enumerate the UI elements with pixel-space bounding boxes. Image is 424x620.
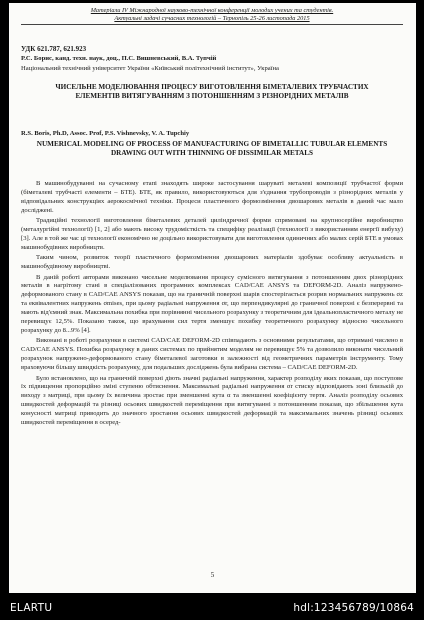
paragraph-2: Традиційні технології виготовлення біметалевих деталей циліндричної форми спрямовані на крупносерійне виробництво (металургійні технології) [1, 2] або мають високу трудомісткість та специфіку реалізації (технології з використанням енергії вибуху) [3]. Але в той же час ці технології економічно не доцільно використовувати для виготовлення одиничних або малих серій БТЕ в умовах машинобудівних виробництв. bbox=[21, 217, 403, 251]
article-body bbox=[21, 180, 403, 429]
repository-label: ELARTU bbox=[10, 602, 53, 614]
conference-header bbox=[21, 7, 403, 25]
handle-identifier: hdl:123456789/10864 bbox=[293, 602, 414, 614]
title-ukrainian: ЧИСЕЛЬНЕ МОДЕЛЮВАННЯ ПРОЦЕСУ ВИГОТОВЛЕННЯ БІМЕТАЛЕВИХ ТРУБЧАСТИХ ЕЛЕМЕНТІВ ВИТЯГУВАННЯМ З ПОТОНШЕННЯМ З РІЗНОРІДНИХ МЕТАЛІВ bbox=[55, 83, 369, 101]
paragraph-4: В даній роботі авторами виконано чисельне моделювання процесу сумісного витягування з потоншенням двох різнорідних металів в нагрітому стані в спеціалізованих програмних комплексах CAD/CAE ANSYS та DEFORM-2D. Аналіз напружено-деформованого стану в CAD/CAE ANSYS показав, що на граничній поверхні шарів спостерігається розрив нормальних напружень σz та еквівалентних напружень σmises, при цьому радіальні напруження σr, що перпендикулярні до граничної поверхні є безперервні та мають від'ємний знак. Максимальна похибка при порівнянні чисельного розрахунку з теоретичним для ідеальнопластичного металу не перевищує 12,5%. Показано також, що врахування сил тертя зменшує похибку теоретичного розрахунку відносно чисельного розрахунку до 8...9% [4]. bbox=[21, 273, 403, 334]
paragraph-1: В машинобудуванні на сучасному етапі знаходять широке застосування шаруваті металеві композиції трубчастої форми (біметалеві трубчасті елементи – БТЕ). БТЕ, як правило, використовуються для з'єднання трубопроводів з різнорідних металів у відповідальних конструкціях аерокосмічної техніки. Процеси пластичного формозмінення двошарових металів в даний час мало досліджені. bbox=[21, 180, 403, 214]
paragraph-5: Виконані в роботі розрахунки в системі CAD/CAE DEFORM-2D співпадають з основними результатами, що отримані числено в CAD/CAE ANSYS. Похибка розрахунку в даних системах по прийнятим моделям не перевищує 5% та дозволило виконати чисельний розрахунок напружено-деформованого стану біметалевої заготовки в залежності від геометричних параметрів інструменту. Тому враховуючи більшу швидкість розрахунку, для подальших досліджень була вибрана система – CAD/CAE DEFORM-2D. bbox=[21, 337, 403, 372]
header-line-2: Актуальні задачі сучасних технологій – Тернопіль 25-26 листопада 2015 bbox=[114, 15, 310, 23]
udc-code: УДК 621.787, 621.923 bbox=[21, 45, 87, 53]
page-number: 5 bbox=[210, 571, 215, 579]
paragraph-6: Було встановлено, що на граничній поверхні діють значні радіальні напруження, характер розподілу яких показав, що поступове їх підвищення пропорційно зміні ступеню обтиснення. Максимальні радіальні напруження σr стиску відповідають зоні близькій до виходу з матриці, при цьому їх величина зростає при зменшенні кута α та зменшенні коефіцієнту тертя. Аналіз розподілу осьових швидкостей деформацій та різниці осьових швидкостей переміщення при витягуванні з потоншенням показав, що збільшення кута конусності матриці приводить до значного зростання осьових швидкостей деформацій та максимальних значень різниці осьових швидкостей переміщення в осеред- bbox=[21, 374, 403, 427]
authors-ua: Р.С. Борис, канд. техн. наук, доц., П.С. Вишневський, В.А. Тупчій bbox=[21, 55, 217, 62]
header-line-1: Матеріали IV Міжнародної науково-технічної конференції молодих учених та студентів. bbox=[90, 7, 334, 14]
title-english: NUMERICAL MODELING OF PROCESS OF MANUFACTURING OF BIMETALLIC TUBULAR ELEMENTS DRAWING OUT WITH THINNING OF DISSIMILAR METALS bbox=[36, 140, 388, 158]
paragraph-3: Таким чином, розвиток теорії пластичного формозмінення двошарових матеріалів здобуває особливу актуальність в машинобудівному виробництві. bbox=[21, 254, 403, 271]
affiliation: Національний технічний університет України «Київський політехнічний інститут», Україна bbox=[21, 65, 279, 72]
document-page bbox=[9, 3, 416, 593]
authors-english: R.S. Boris, Ph.D, Assoc. Prof, P.S. Vishnevsky, V. A. Tupchiy bbox=[21, 130, 190, 137]
